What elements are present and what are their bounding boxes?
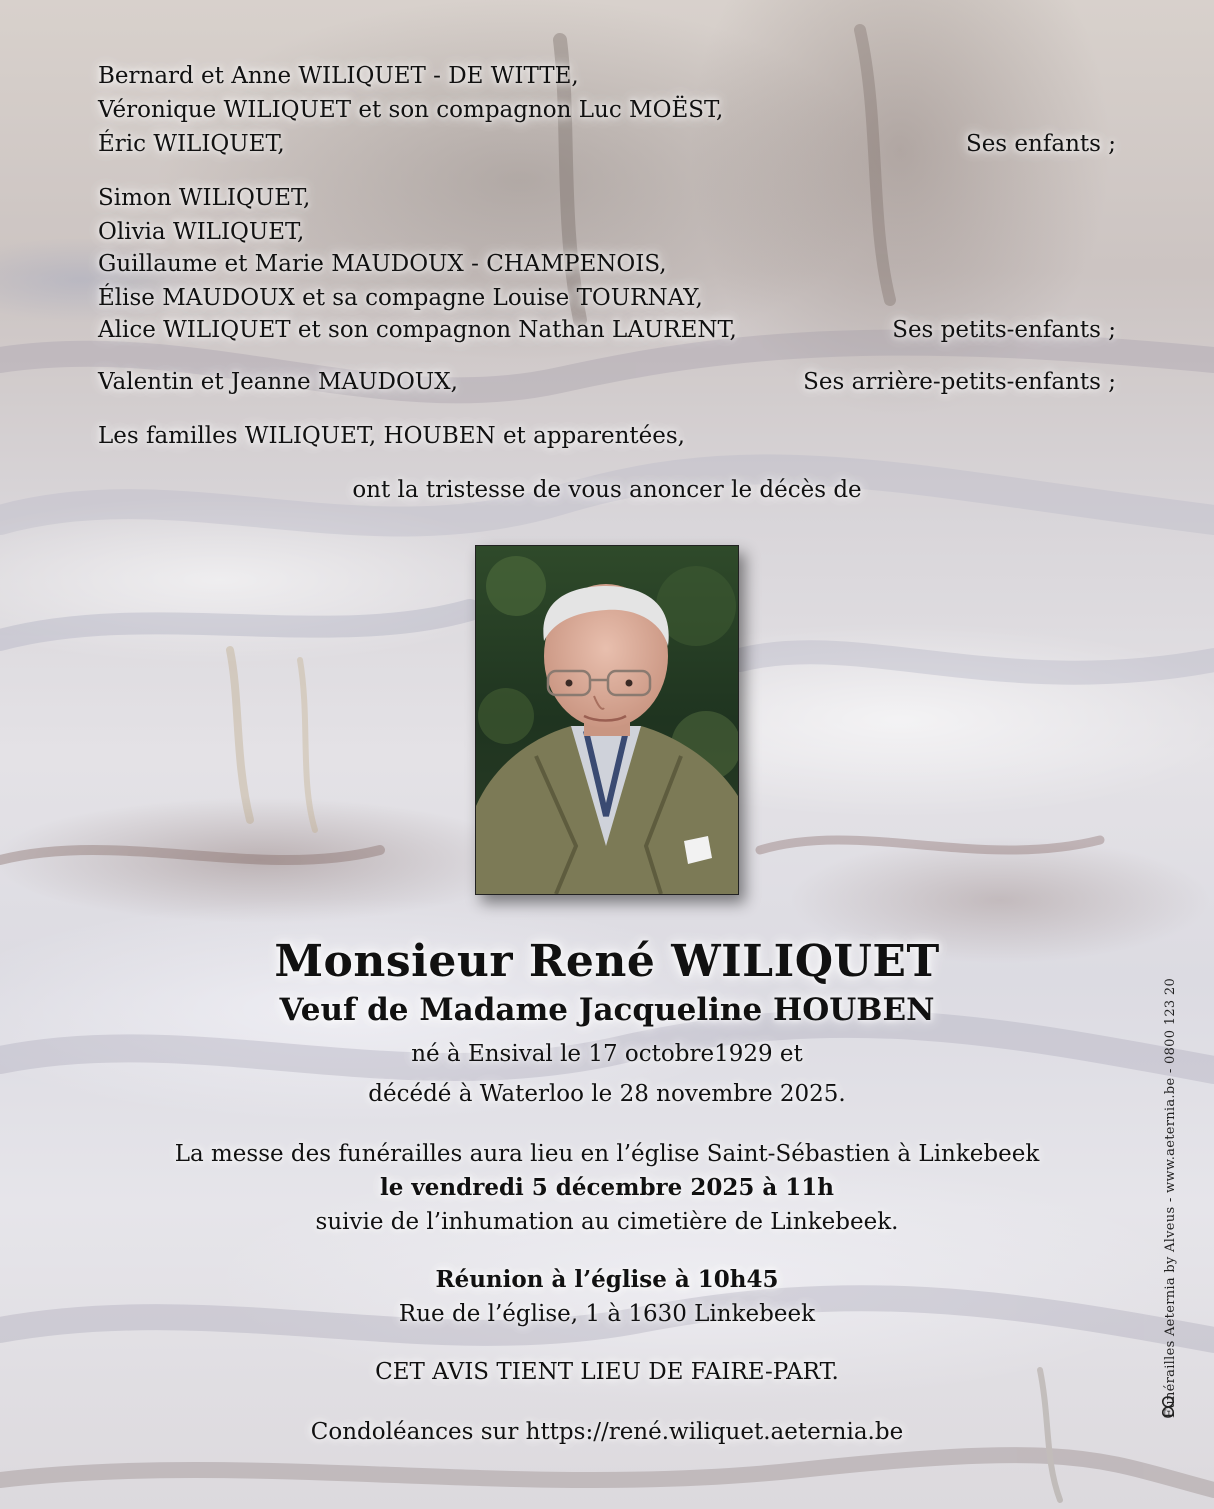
- meeting-time: Réunion à l’église à 10h45: [435, 1266, 779, 1293]
- grandchildren-label: Ses petits-enfants ;: [892, 317, 1116, 343]
- funeral-home-credit: Funérailles Aeternia by Alveus - www.aeternia.be - 0800 123 20: [1163, 977, 1178, 1418]
- announcement-line: ont la tristesse de vous anoncer le décès de: [352, 477, 862, 503]
- family-grandchildren-line-5: Alice WILIQUET et son compagnon Nathan LAURENT,: [98, 317, 737, 343]
- burial-line: suivie de l’inhumation au cimetière de Linkebeek.: [315, 1209, 899, 1235]
- families-line: Les familles WILIQUET, HOUBEN et apparentées,: [98, 423, 685, 449]
- portrait-photo: [475, 545, 739, 895]
- children-label: Ses enfants ;: [965, 131, 1116, 157]
- family-children-line-3: Éric WILIQUET,: [98, 131, 285, 157]
- death-line: décédé à Waterloo le 28 novembre 2025.: [368, 1081, 846, 1107]
- great-grandchildren-label: Ses arrière-petits-enfants ;: [803, 369, 1116, 395]
- condolences-link[interactable]: Condoléances sur https://rené.wiliquet.aeternia.be: [310, 1419, 904, 1445]
- notice-line: CET AVIS TIENT LIEU DE FAIRE-PART.: [375, 1359, 839, 1385]
- ceremony-location: La messe des funérailles aura lieu en l’église Saint-Sébastien à Linkebeek: [174, 1141, 1040, 1167]
- deceased-name: Monsieur René WILIQUET: [274, 936, 940, 987]
- family-grandchildren-line-4: Élise MAUDOUX et sa compagne Louise TOURNAY,: [98, 285, 703, 311]
- family-children-line-1: Bernard et Anne WILIQUET - DE WITTE,: [98, 63, 579, 89]
- family-great-grandchildren: Valentin et Jeanne MAUDOUX,: [98, 369, 458, 395]
- meeting-address: Rue de l’église, 1 à 1630 Linkebeek: [398, 1301, 816, 1327]
- family-grandchildren-line-1: Simon WILIQUET,: [98, 185, 311, 211]
- family-grandchildren-line-3: Guillaume et Marie MAUDOUX - CHAMPENOIS,: [98, 251, 667, 277]
- aeternia-logo-icon: [1157, 1395, 1179, 1419]
- family-grandchildren-line-2: Olivia WILIQUET,: [98, 219, 305, 245]
- birth-line: né à Ensival le 17 octobre1929 et: [411, 1041, 803, 1067]
- widower-line: Veuf de Madame Jacqueline HOUBEN: [279, 992, 935, 1028]
- portrait-photo-icon: [476, 546, 738, 894]
- ceremony-date: le vendredi 5 décembre 2025 à 11h: [380, 1174, 834, 1201]
- family-children-line-2: Véronique WILIQUET et son compagnon Luc MOËST,: [98, 97, 724, 123]
